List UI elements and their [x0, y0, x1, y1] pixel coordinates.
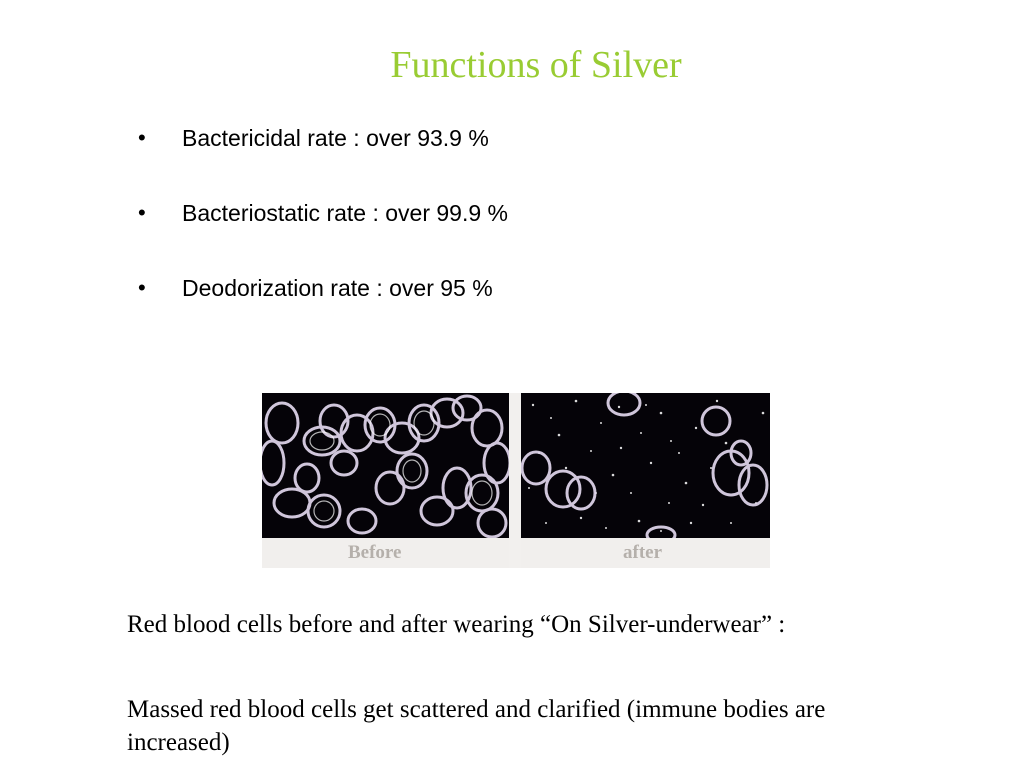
before-micrograph: [262, 393, 509, 568]
before-label: Before: [348, 542, 402, 563]
before-micrograph-image: [262, 393, 509, 538]
bullet-marker: •: [138, 200, 146, 225]
after-label: after: [623, 542, 663, 563]
figure-explanation: Massed red blood cells get scattered and clarified (immune bodies are increased): [127, 696, 826, 756]
after-micrograph-image: [521, 393, 770, 538]
bullet-text: Bacteriostatic rate : over 99.9 %: [182, 200, 508, 226]
slide-title: Functions of Silver: [390, 44, 682, 86]
blood-cell-figure: [262, 393, 770, 568]
figure-caption: Red blood cells before and after wearing “On Silver-underwear” :: [127, 611, 786, 638]
bullet-text: Bactericidal rate : over 93.9 %: [182, 125, 489, 151]
after-micrograph: [521, 393, 770, 568]
bullet-marker: •: [138, 275, 146, 300]
bullet-text: Deodorization rate : over 95 %: [182, 275, 493, 301]
bullet-marker: •: [138, 125, 146, 150]
